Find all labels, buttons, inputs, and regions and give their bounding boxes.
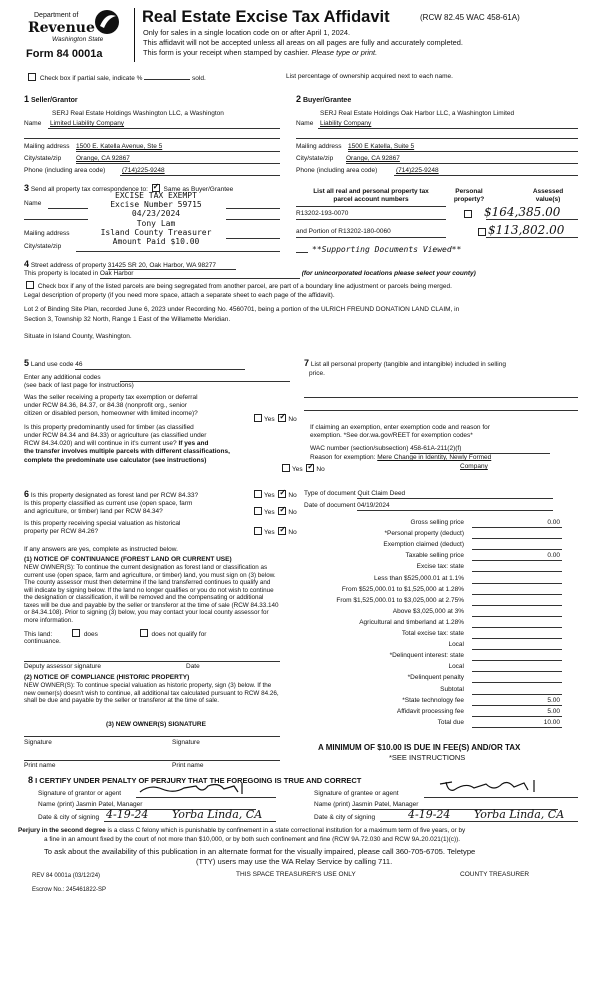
perjury-line-1: is a class C felony which is punishable by confinement in a state correctional institution for a maximum term of five years, or by — [107, 827, 466, 834]
partial-sale-label: Check box if partial sale, indicate % — [39, 75, 143, 82]
q2-yes-label: Yes — [292, 466, 303, 473]
landuse-q2-l5: complete the predominate use calculator (see instructions) — [24, 456, 207, 464]
tax-row-label: Agricultural and timberland at 1.28% — [359, 619, 464, 626]
compliance-text-body: NEW OWNER(S): To continue special valuation as historic property, sign (3) below. If the new owner(s) doesn't wish to continue, all additional tax calculated pursuant to RCW 84.26, shall be due and payable by the seller or transferor at the time of sale. — [24, 682, 279, 705]
tax-row-label: *State technology fee — [402, 697, 464, 704]
ownership-note: List percentage of ownership acquired next to each name. — [286, 73, 453, 80]
parcel-1-value-line — [486, 219, 578, 220]
landuse-q2-l2: under RCW 84.34 and 84.33) or agriculture (as classified under — [24, 432, 207, 440]
located-label: This property is located in — [24, 270, 99, 277]
legal-desc-3[interactable]: Situate in Island County, Washington. — [24, 333, 132, 340]
stamp-line-5: Island County Treasurer — [100, 227, 212, 237]
doc-date-value[interactable]: 04/19/2024 — [357, 502, 553, 511]
tax-row-label: Subtotal — [440, 686, 464, 693]
buyer-city-label: City/state/zip — [296, 155, 334, 162]
forest-q3-answer — [252, 527, 297, 537]
revenue-swoosh-icon — [92, 8, 122, 36]
assessed-header — [518, 188, 578, 204]
landuse-q2 — [24, 424, 230, 465]
compliance-text — [24, 682, 280, 705]
page-title: Real Estate Excise Tax Affidavit — [142, 8, 390, 26]
tax-row-line — [472, 660, 562, 661]
continuance-text: NEW OWNER(S): To continue the current designation as forest land or classification as current use (open space, farm and agriculture, or timber) land, you must sign on (3) below. The county assessor must then determine if the land transferred continues to qualify and will indicate by signing below. If the land no longer qualifies or you do not wish to continue the designation or classification, it will be removed and the compensating or additional taxes will be due and payable by the seller or transferor at the time of sale (RCW 84.33.140 or 84.34.108). Prior to signing (3) below, you may contact your local county assessor for more information. — [24, 564, 279, 624]
parcel-2-personal-checkbox[interactable] — [478, 228, 486, 236]
seller-extra-line — [24, 138, 280, 139]
landuse-addl-1: Enter any additional codes — [24, 374, 101, 381]
tax-row-label: Affidavit processing fee — [396, 708, 464, 715]
land-does-not-label: does not qualify for — [151, 631, 207, 638]
grantee-date-line — [380, 821, 578, 822]
forest-q3-l1: Is this property receiving special valuation as historical — [24, 520, 181, 527]
grantor-date-line — [104, 821, 276, 822]
tax-row-value[interactable]: 0.00 — [547, 552, 560, 559]
tax-row-label: From $525,000.01 to $1,525,000 at 1.28% — [341, 586, 464, 593]
forest-q2-l2: and agriculture, or timber) land per RCW 84.34? — [24, 508, 163, 516]
corr-extra-line — [24, 219, 88, 220]
personal-list-l1 — [304, 358, 506, 370]
property-street-row — [24, 259, 236, 270]
personal-header — [450, 188, 488, 204]
segregated-label: Check box if any of the listed parcels are being segregated from another parcel, are part of a boundary line adjustment or parcels being merged. — [37, 283, 452, 290]
tax-row-value[interactable]: 5.00 — [547, 708, 560, 715]
landuse-q2-l1: Is this property predominantly used for timber (as classified — [24, 424, 194, 431]
doc-type-row — [304, 490, 553, 499]
personal-list-label-1: List all personal property (tangible and intangible) included in selling — [310, 361, 506, 368]
tax-row-line — [472, 716, 562, 717]
owner-sig-label-1: Signature — [24, 739, 52, 746]
landuse-q1-l3: citizen or disabled person, homeowner with limited income)? — [24, 410, 198, 418]
seller-phone-value[interactable]: (714)225-9248 — [122, 167, 165, 174]
owner-sig-line[interactable] — [24, 736, 280, 737]
buyer-name-line — [318, 128, 578, 129]
forest-q1-label: Is this property designated as forest land per RCW 84.33? — [30, 492, 199, 499]
q2-no-label: No — [316, 466, 325, 473]
grantor-sig-label: Signature of grantor or agent — [38, 790, 122, 797]
deputy-date-label: Date — [186, 663, 200, 670]
treasurer-exempt-stamp — [86, 191, 226, 246]
buyer-city-line — [346, 163, 578, 164]
minimum-fee-note: A MINIMUM OF $10.00 IS DUE IN FEE(S) AND/OR TAX — [318, 743, 521, 752]
land-does-checkbox[interactable] — [72, 629, 80, 637]
tax-row-value[interactable]: 5.00 — [547, 697, 560, 704]
seller-city-line — [76, 163, 280, 164]
land-does-label: does — [83, 631, 98, 638]
forest-q1-no-checkbox[interactable] — [278, 490, 286, 498]
exempt-text — [310, 424, 490, 441]
perjury-text-1 — [18, 827, 465, 835]
tax-row-line — [472, 549, 562, 550]
owner-sig-label-2: Signature — [172, 739, 200, 746]
tax-row-line — [472, 594, 562, 595]
same-as-buyer-label: Same as Buyer/Grantee — [163, 186, 234, 193]
partial-sale-sold: sold. — [192, 75, 206, 82]
segregated-checkbox[interactable] — [26, 281, 34, 289]
tax-row-label: Excise tax: state — [416, 563, 464, 570]
personal-num: 7 — [304, 358, 310, 368]
tax-row-label: Gross selling price — [410, 519, 464, 526]
personal-line-1 — [304, 397, 578, 398]
personal-line-2 — [304, 410, 578, 411]
correspondence-label: Send all property tax correspondence to: — [30, 186, 148, 193]
grantee-sig-line — [424, 797, 578, 798]
forest-q2 — [24, 500, 192, 516]
tax-row-line — [472, 527, 562, 528]
personal-header-2: property? — [453, 195, 485, 203]
tax-row-line — [472, 638, 562, 639]
tax-row-label: *Delinquent penalty — [407, 674, 464, 681]
landuse-q1-answer — [252, 414, 297, 424]
forest-q2-no: No — [288, 509, 297, 516]
grantee-signature[interactable] — [438, 778, 558, 794]
landuse-num: 5 — [24, 358, 30, 368]
buyer-name-1: SERJ Real Estate Holdings Oak Harbor LLC, a Washington Limited — [320, 110, 515, 117]
corr-mail-label: Mailing address — [24, 230, 70, 237]
stamp-right-line-2 — [226, 219, 280, 220]
reason-label: Reason for exemption: — [310, 454, 376, 461]
header-note-3a: This form is your receipt when stamped by cashier. — [143, 48, 310, 57]
forest-num: 6 — [24, 489, 30, 499]
certify-title: I CERTIFY UNDER PENALTY OF PERJURY THAT THE FOREGOING IS TRUE AND CORRECT — [35, 776, 362, 785]
landuse-code[interactable]: 46 — [75, 361, 245, 370]
parcel-2-assessed-value[interactable]: $113,802.00 — [488, 223, 565, 237]
grantor-date-value[interactable]: 4-19-24 — [106, 808, 149, 821]
grantee-date-value[interactable]: 4-19-24 — [408, 808, 451, 821]
stamp-line-6: Amount Paid $10.00 — [112, 236, 200, 246]
buyer-phone-label: Phone (including area code) — [296, 167, 378, 174]
grantee-sig-label: Signature of grantee or agent — [314, 790, 399, 797]
forest-q2-yes-checkbox[interactable] — [254, 507, 262, 515]
owner-print-label-2: Print name — [172, 762, 204, 769]
corr-name-label: Name — [24, 200, 42, 207]
grantor-sig-line — [136, 797, 276, 798]
exempt-text-1: If claiming an exemption, enter exemption code and reason for — [310, 424, 490, 431]
buyer-mail-label: Mailing address — [296, 143, 342, 150]
parcel-number[interactable]: R13202-193-0070 — [296, 210, 349, 217]
tax-row-line — [472, 627, 562, 628]
forest-q1 — [24, 489, 198, 500]
doc-date-row — [304, 502, 553, 511]
forest-q1-yes-checkbox[interactable] — [254, 490, 262, 498]
personal-header-1: Personal — [455, 188, 483, 195]
parcel-line-1 — [296, 219, 446, 220]
reason-row — [310, 454, 491, 462]
forest-q2-l1: Is this property classified as current use (open space, farm — [24, 500, 193, 507]
q1-yes-checkbox[interactable] — [254, 414, 262, 422]
tax-row-line — [472, 560, 562, 561]
parcel-line-3 — [296, 252, 308, 253]
personal-list — [304, 358, 506, 378]
stamp-right-line-3 — [226, 238, 280, 239]
forest-q3-no-checkbox[interactable] — [278, 527, 286, 535]
treasurer-use-only: THIS SPACE TREASURER'S USE ONLY — [236, 871, 356, 878]
grantor-date-label: Date & city of signing — [38, 814, 100, 821]
landuse-row — [24, 358, 245, 370]
access-text-1: To ask about the availability of this publication in an alternate format for the visually impaired, please call 360-705-6705. Teletype — [44, 847, 476, 856]
located-value[interactable]: Oak Harbor — [100, 270, 300, 279]
grantee-date-label: Date & city of signing — [314, 814, 376, 821]
buyer-phone-line — [394, 175, 578, 176]
stamp-line-1: EXCISE TAX EXEMPT — [115, 191, 197, 200]
located-note: (for unincorporated locations please select your county) — [301, 270, 476, 277]
corr-city-line — [76, 251, 280, 252]
seller-heading — [24, 94, 78, 105]
forest-if-yes: If any answers are yes, complete as instructed below. — [24, 546, 178, 553]
header-note-2: This affidavit will not be accepted unless all areas on all pages are fully and accurately completed. — [143, 38, 463, 47]
tax-row-label: Exemption claimed (deduct) — [383, 541, 464, 548]
deputy-sig-line[interactable] — [24, 661, 280, 662]
header-note-1: Only for sales in a single location code on or after April 1, 2024. — [143, 28, 351, 37]
located-row — [24, 270, 476, 279]
tax-row-line — [472, 538, 562, 539]
parcel-1-personal-checkbox[interactable] — [464, 210, 472, 218]
seller-title: Seller/Grantor — [30, 97, 78, 104]
forest-q1-answer — [252, 490, 297, 500]
q2-yes-checkbox[interactable] — [282, 464, 290, 472]
landuse-q1-l2: under RCW 84.36, 84.37, or 84.38 (nonprofit org., senior — [24, 402, 187, 410]
perjury-bold: Perjury in the second degree — [18, 827, 106, 834]
title-rcw: (RCW 82.45 WAC 458-61A) — [420, 13, 520, 22]
partial-sale-percent-input[interactable] — [144, 72, 190, 80]
buyer-num: 2 — [296, 94, 302, 104]
tax-row-label: Local — [448, 663, 464, 670]
q1-no-checkbox[interactable] — [278, 414, 286, 422]
tax-row-label: Less than $525,000.01 at 1.1% — [374, 575, 464, 582]
tax-row-label: *Personal property (deduct) — [384, 530, 464, 537]
forest-q3-yes: Yes — [264, 529, 275, 536]
parcel-2-value-line — [486, 237, 578, 238]
tax-row-line — [472, 583, 562, 584]
new-owner-heading: (3) NEW OWNER(S) SIGNATURE — [106, 721, 206, 728]
forest-q3-no: No — [288, 529, 297, 536]
buyer-extra-line — [296, 138, 578, 139]
parcels-top-line — [296, 206, 446, 207]
forest-q2-no-checkbox[interactable] — [278, 507, 286, 515]
this-land-label: This land: — [24, 631, 53, 638]
tax-row-label: Total due — [437, 719, 464, 726]
seller-name-line — [48, 128, 280, 129]
parcel-number-2[interactable]: and Portion of R13202-180-0060 — [296, 228, 391, 235]
seller-phone-line — [120, 175, 280, 176]
deputy-sig-label: Deputy assessor signature — [24, 663, 101, 670]
personal-list-l2: price. — [309, 369, 325, 377]
logo-revenue: Revenue — [28, 20, 95, 36]
grantor-city-value[interactable]: Yorba Linda, CA — [172, 808, 263, 821]
continuance-heading: (1) NOTICE OF CONTINUANCE (FOREST LAND OR CURRENT USE) — [24, 556, 232, 563]
parcels-header — [296, 188, 446, 204]
seller-phone-label: Phone (including area code) — [24, 167, 106, 174]
seller-name-label: Name — [24, 120, 42, 127]
seller-mail-label: Mailing address — [24, 143, 70, 150]
access-text-2: (TTY) users may use the WA Relay Service by calling 711. — [196, 857, 393, 866]
legal-desc-2[interactable]: Section 3, Township 32 North, Range 1 East of the Willamette Meridian. — [24, 316, 231, 323]
buyer-mail-value[interactable]: 1500 E Katella, Suite 5 — [348, 143, 415, 150]
tax-row-label: Taxable selling price — [405, 552, 464, 559]
buyer-mail-line — [348, 151, 578, 152]
header-note-3b: Please type or print. — [311, 48, 378, 57]
parcel-row-2 — [296, 228, 391, 236]
seller-mail-line — [76, 151, 280, 152]
form-revision: REV 84 0001a (03/12/24) — [32, 873, 101, 879]
landuse-label: Land use code — [30, 361, 74, 368]
tax-row-label: Local — [448, 641, 464, 648]
forest-q2-yes: Yes — [264, 509, 275, 516]
assessed-header-1: Assessed — [532, 188, 564, 195]
tax-row-line — [472, 727, 562, 728]
tax-row-line — [472, 616, 562, 617]
tax-row-label: *Delinquent interest: state — [389, 652, 464, 659]
seller-mail-value[interactable]: 1500 E. Katella Avenue, Ste 5 — [76, 143, 163, 150]
street-label: Street address of property — [30, 262, 106, 269]
property-num: 4 — [24, 259, 30, 269]
seller-city-label: City/state/zip — [24, 155, 62, 162]
wac-label: WAC number (section/subsection) — [310, 445, 409, 452]
grantee-name-label: Name (print) — [314, 801, 351, 808]
see-instructions: *SEE INSTRUCTIONS — [389, 753, 466, 762]
landuse-q2-l4: the transfer involves multiple parcels with different classifications, — [24, 448, 230, 456]
corr-city-label: City/state/zip — [24, 243, 62, 250]
landuse-q2-answer — [280, 464, 325, 474]
owner-print-label-1: Print name — [24, 762, 56, 769]
forest-q3-yes-checkbox[interactable] — [254, 527, 262, 535]
tax-row-label: Above $3,025,000 at 3% — [392, 608, 464, 615]
seller-city-value[interactable]: Orange, CA 92867 — [76, 155, 130, 162]
buyer-phone-value[interactable]: (714)225-9248 — [396, 167, 439, 174]
header-divider — [134, 8, 135, 62]
q1-no-label: No — [288, 416, 297, 423]
doc-type-label: Type of document — [304, 490, 356, 497]
forest-q2-answer — [252, 507, 297, 517]
buyer-title: Buyer/Grantee — [302, 97, 352, 104]
tax-row-line — [472, 571, 562, 572]
buyer-name-label: Name — [296, 120, 314, 127]
parcel-row-1 — [296, 210, 348, 218]
landuse-q2-l3 — [24, 440, 230, 448]
forest-q3-l2: property per RCW 84.26? — [24, 528, 99, 536]
grantor-signature[interactable] — [138, 780, 258, 796]
grantee-city-value[interactable]: Yorba Linda, CA — [474, 808, 565, 821]
tax-row-line — [472, 705, 562, 706]
wac-value[interactable]: 458-61A-211(2)(f) — [410, 445, 550, 454]
tax-row-label: From $1,525,000.01 to $3,025,000 at 2.75% — [336, 597, 464, 604]
doc-date-label: Date of document — [304, 502, 356, 509]
landuse-addl-line — [120, 381, 290, 382]
parcels-header-2: parcel account numbers — [333, 195, 409, 203]
landuse-q2-l3b: If yes and — [178, 440, 209, 448]
q1-yes-label: Yes — [264, 416, 275, 423]
logo-dept: Department of — [34, 12, 79, 19]
landuse-q1-l1: Was the seller receiving a property tax exemption or deferral — [24, 394, 198, 401]
stamp-line-4: Tony Lam — [136, 218, 176, 228]
tax-row-line — [472, 671, 562, 672]
reason-value-2[interactable]: Company — [460, 463, 488, 470]
legal-desc-1[interactable]: Lot 2 of Binding Site Plan, recorded June 6, 2023 under Recording No. 4560701, being a portion of the ULRICH FREUND DONATION LAND CLAIM, in — [24, 306, 460, 313]
landuse-q1 — [24, 394, 198, 418]
landuse-addl-2: (see back of last page for instructions) — [24, 382, 134, 389]
tax-row-value[interactable]: 10.00 — [543, 719, 560, 726]
forest-q3 — [24, 520, 180, 536]
escrow-number: Escrow No.: 245461822-SP — [32, 887, 107, 893]
tax-row-value[interactable]: 0.00 — [547, 519, 560, 526]
reason-value-1[interactable]: Mere Change in Identity, Newly Formed — [377, 454, 492, 461]
owner-print-line[interactable] — [24, 760, 280, 761]
tax-row-label: Total excise tax: state — [401, 630, 464, 637]
assessed-header-2: value(s) — [535, 195, 561, 203]
grantee-name-value[interactable]: Jasmin Patel, Manager — [352, 801, 558, 810]
tax-row-line — [472, 605, 562, 606]
grantor-name-label: Name (print) — [38, 801, 75, 808]
county-treasurer: COUNTY TREASURER — [460, 871, 530, 878]
continuance-word: continuance. — [24, 638, 61, 645]
certify-num: 8 — [28, 775, 34, 785]
street-value[interactable]: 31425 SR 20, Oak Harbor, WA 98277 — [108, 262, 236, 270]
header-note-3 — [143, 49, 377, 58]
buyer-city-value[interactable]: Orange, CA 92867 — [346, 155, 400, 162]
tax-row-line — [472, 682, 562, 683]
parcel-line-2 — [296, 237, 446, 238]
supporting-docs-stamp: **Supporting Documents Viewed** — [312, 245, 462, 254]
wac-row — [310, 445, 550, 454]
forest-q1-yes: Yes — [264, 492, 275, 499]
stamp-line-3: 04/23/2024 — [131, 209, 181, 219]
stamp-line-2: Excise Number 59715 — [110, 200, 202, 210]
forest-q1-no: No — [288, 492, 297, 499]
logo-state: Washington State — [52, 36, 104, 43]
compliance-heading: (2) NOTICE OF COMPLIANCE (HISTORIC PROPERTY) — [24, 674, 190, 681]
landuse-q2-l3a: RCW 84.34.020) and will continue in it's current use? — [24, 440, 177, 448]
buyer-name-2[interactable]: Liability Company — [320, 120, 372, 127]
perjury-text-2: a fine in an amount fixed by the court of not more than $10,000, or by both such confinement and fine (RCW 9A.72.030 and RCW 9A.20.021(1)(c)). — [44, 836, 460, 843]
exempt-text-2: exemption. *See dor.wa.gov/REET for exemption codes* — [310, 432, 473, 440]
seller-name-2[interactable]: Limited Liability Company — [50, 120, 125, 127]
legal-label: Legal description of property (if you need more space, attach a separate sheet to each page of the affidavit). — [24, 292, 335, 299]
buyer-heading — [296, 94, 351, 105]
tax-row-line — [472, 649, 562, 650]
land-does-not-checkbox[interactable] — [140, 629, 148, 637]
partial-sale-row — [26, 72, 206, 83]
corr-name-line — [48, 208, 88, 209]
grantor-name-value[interactable]: Jasmin Patel, Manager — [76, 801, 256, 810]
seller-num: 1 — [24, 94, 30, 104]
parcels-header-1: List all real and personal property tax — [313, 188, 429, 195]
seller-name-1: SERJ Real Estate Holdings Washington LLC, a Washington — [52, 110, 224, 117]
segregated-row — [24, 281, 452, 291]
doc-type-value[interactable]: Quit Claim Deed — [357, 490, 553, 499]
stamp-right-line-1 — [226, 208, 280, 209]
q2-no-checkbox[interactable] — [306, 464, 314, 472]
partial-sale-checkbox[interactable] — [28, 73, 36, 81]
parcel-1-assessed-value[interactable]: $164,385.00 — [484, 205, 561, 219]
correspondence-num: 3 — [24, 183, 30, 193]
form-number: Form 84 0001a — [26, 48, 103, 60]
tax-row-line — [472, 694, 562, 695]
